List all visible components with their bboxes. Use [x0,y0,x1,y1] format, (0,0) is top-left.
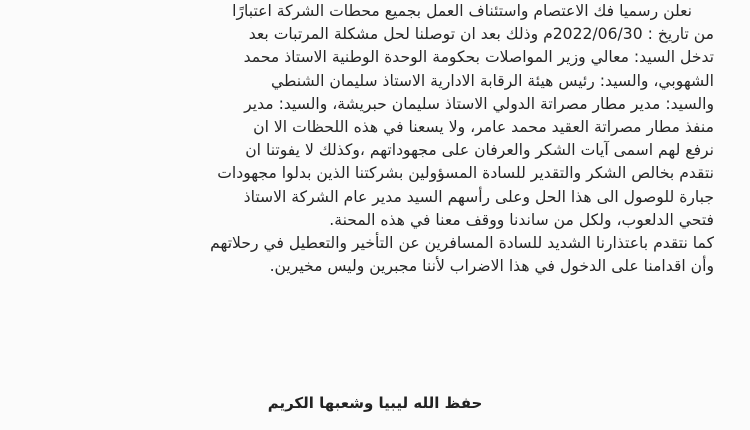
body-line: نتقدم بخالص الشكر والتقدير للسادة المسؤولين بشركتنا الذين بدلوا مجهودات [217,164,714,183]
body-line: جبارة للوصول الى هذا الحل وعلى رأسهم السيد مدير عام الشركة الاستاذ [243,187,714,206]
closing-line: حفظ الله ليبيا وشعبها الكريم [267,394,483,412]
body-line: كما نتقدم باعتذارنا الشديد للسادة المسافرين عن التأخير والتعطيل في رحلاتهم [210,233,714,252]
announcement-body [24,0,714,278]
body-line: نعلن رسميا فك الاعتصام واستئناف العمل بجميع محطات الشركة اعتبارًا [232,2,692,20]
body-line: تدخل السيد: معالي وزير المواصلات بحكومة الوحدة الوطنية الاستاذ محمد [243,48,714,67]
body-line: نرفع لهم اسمى آيات الشكر والعرفان على مجهوداتهم ،وكذلك لا يفوتنا ان [245,141,714,160]
body-line: والسيد: مدير مطار مصراتة الدولي الاستاذ سليمان حبريشة، والسيد: مدير [244,94,714,113]
body-line: الشهوبي، والسيد: رئيس هيئة الرقابة الادارية الاستاذ سليمان الشنطي [270,71,714,90]
body-line: فتحي الدلعوب، ولكل من ساندنا ووقف معنا في هذه المحنة. [329,210,714,229]
body-line: وأن اقدامنا على الدخول في هذا الاضراب لأننا مجبرين وليس مخيرين. [269,257,714,276]
body-line: منفذ مطار مصراتة العقيد محمد عامر، ولا يسعنا في هذه اللحظات الا ان [253,117,714,136]
body-line: من تاريخ : 2022/06/30م وذلك بعد ان توصلنا لحل مشكلة المرتبات بعد [248,25,714,44]
